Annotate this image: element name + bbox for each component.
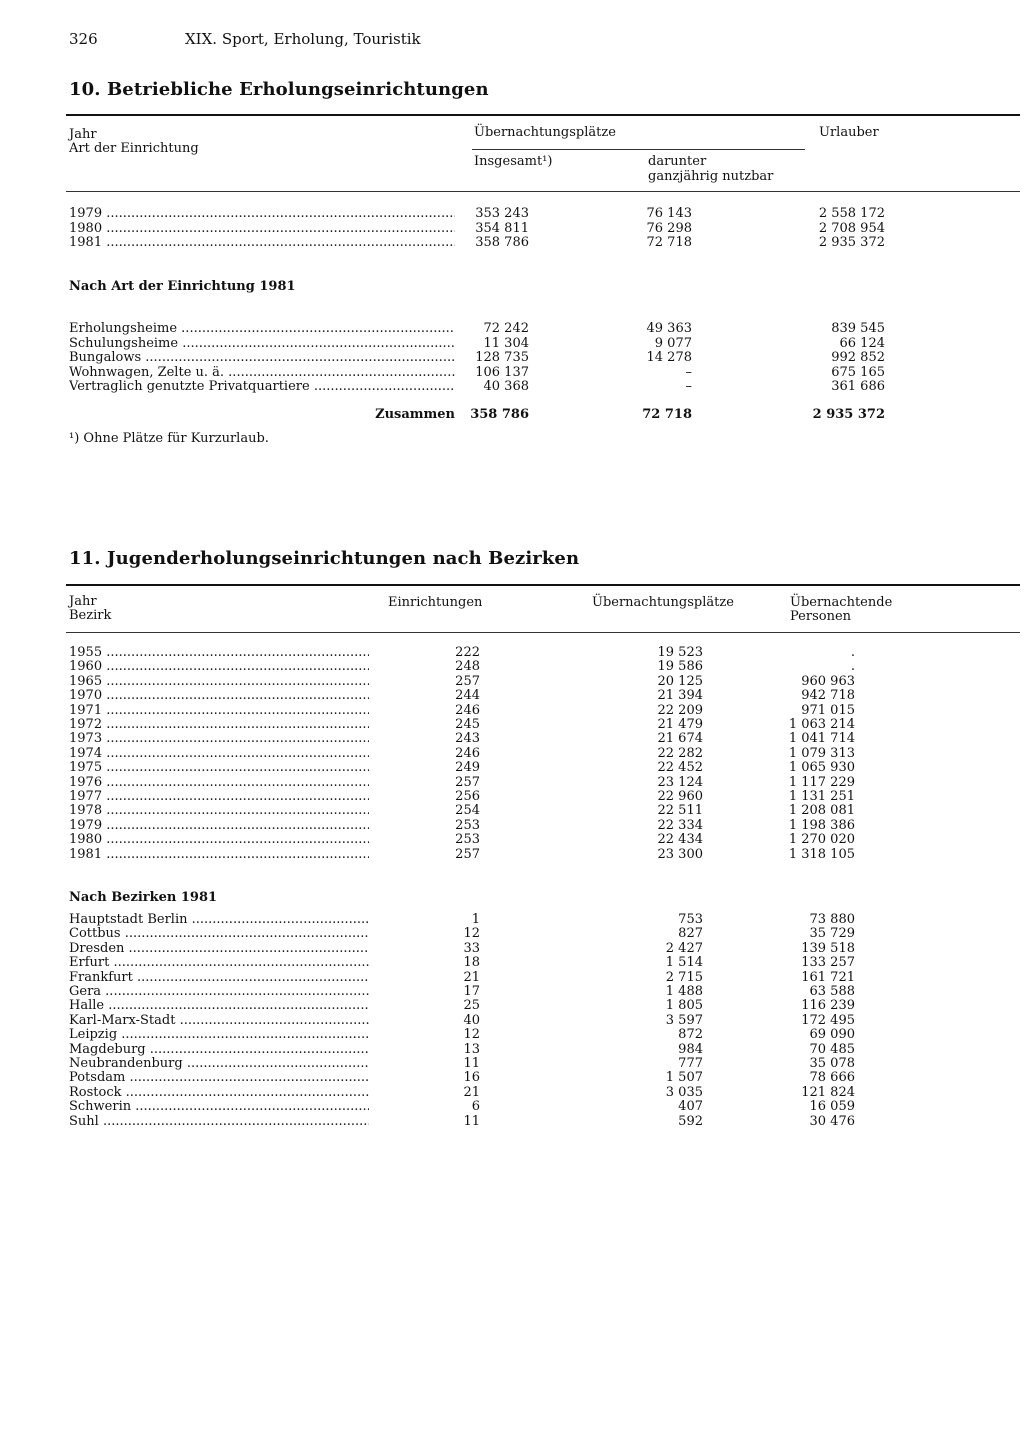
row-label: 1974 .....	[69, 747, 369, 762]
cell-personen: 942 718	[801, 688, 855, 704]
cell-einrichtungen: 246	[455, 702, 480, 718]
cell-plaetze: 872	[678, 1027, 703, 1043]
t10-col-darunter-line1: darunter	[648, 154, 707, 169]
t11-col-personen-line1: Übernachtende	[790, 595, 893, 610]
cell-personen: 1 079 313	[788, 745, 855, 761]
cell-plaetze: 22 209	[657, 702, 703, 718]
cell-ganzjaehrig: 49 363	[646, 321, 692, 336]
row-label: 1979 .....	[69, 819, 369, 834]
cell-plaetze: 23 124	[657, 774, 703, 790]
table-row	[69, 646, 869, 661]
cell-einrichtungen: 21	[463, 1084, 480, 1100]
table-row	[69, 804, 869, 819]
cell-urlauber: 2 558 172	[818, 206, 885, 221]
table-10-top-rule	[66, 114, 1020, 116]
table-row	[69, 747, 869, 762]
t11-header-bottom-rule	[66, 632, 1020, 633]
row-label: Vertraglich genutzte Privatquartiere .....	[69, 380, 455, 395]
table-row	[69, 927, 869, 942]
table-row	[69, 848, 869, 863]
table-row	[69, 1057, 869, 1072]
cell-plaetze: 2 715	[665, 969, 703, 985]
cell-plaetze: 22 434	[657, 832, 703, 848]
t11-col-label-line1: Jahr	[69, 594, 97, 609]
cell-urlauber: 992 852	[831, 350, 885, 365]
cell-plaetze: 22 282	[657, 745, 703, 761]
table-row	[69, 1115, 869, 1130]
cell-ganzjaehrig: 14 278	[646, 350, 692, 365]
cell-einrichtungen: 25	[463, 998, 480, 1014]
cell-einrichtungen: 1	[471, 912, 480, 927]
cell-personen: 139 518	[801, 940, 855, 956]
cell-einrichtungen: 249	[455, 760, 480, 776]
cell-plaetze: 592	[678, 1113, 703, 1129]
row-label: Magdeburg .....	[69, 1043, 369, 1058]
cell-personen: 69 090	[809, 1027, 855, 1043]
cell-einrichtungen: 257	[455, 673, 480, 689]
row-label: 1955 .....	[69, 646, 369, 661]
cell-personen: 35 078	[809, 1056, 855, 1071]
row-label: Hauptstadt Berlin .....	[69, 913, 369, 928]
cell-einrichtungen: 257	[455, 774, 480, 790]
row-label: 1979 .....	[69, 207, 455, 222]
row-label: Halle .....	[69, 999, 369, 1014]
table-11-title: 11. Jugenderholungseinrichtungen nach Bezirken	[69, 548, 580, 569]
row-label: 1972 .....	[69, 718, 369, 733]
cell-einrichtungen: 16	[463, 1070, 480, 1086]
cell-personen: 1 041 714	[788, 731, 855, 747]
cell-plaetze: 22 334	[657, 817, 703, 833]
table-11-top-rule	[66, 584, 1020, 586]
cell-einrichtungen: 246	[455, 745, 480, 761]
row-label: Bungalows .....	[69, 351, 455, 366]
cell-plaetze: 19 586	[657, 659, 703, 675]
cell-personen: 1 131 251	[788, 789, 855, 804]
cell-urlauber: 2 935 372	[812, 407, 885, 422]
cell-personen: 1 318 105	[788, 846, 855, 862]
cell-personen: 161 721	[801, 969, 855, 985]
t11-col-uebernachtungsplaetze: Übernachtungsplätze	[592, 595, 734, 610]
table-row	[69, 704, 869, 719]
table-row	[69, 790, 869, 805]
cell-plaetze: 753	[678, 912, 703, 927]
t10-col-insgesamt: Insgesamt¹)	[474, 154, 553, 169]
cell-personen: 172 495	[801, 1012, 855, 1028]
row-label: 1980 .....	[69, 222, 455, 237]
row-label: Erholungsheime .....	[69, 322, 455, 337]
table-row	[69, 819, 869, 834]
table-row	[69, 985, 869, 1000]
row-label: Schwerin .....	[69, 1100, 369, 1115]
cell-personen: 73 880	[809, 912, 855, 927]
row-label: Frankfurt .....	[69, 971, 369, 986]
cell-einrichtungen: 253	[455, 832, 480, 848]
cell-personen: 35 729	[809, 926, 855, 942]
cell-ganzjaehrig: –	[685, 364, 692, 380]
cell-ganzjaehrig: 72 718	[646, 235, 692, 250]
table-row	[69, 776, 869, 791]
table-row	[69, 675, 869, 690]
t10-header-bottom-rule	[66, 191, 1020, 192]
cell-einrichtungen: 12	[463, 1027, 480, 1043]
t10-header-subrule	[472, 149, 805, 150]
table-row	[69, 1086, 869, 1101]
row-label: Wohnwagen, Zelte u. ä. .....	[69, 366, 455, 381]
cell-insgesamt: 358 786	[475, 235, 529, 250]
table-row	[69, 351, 899, 366]
cell-plaetze: 984	[678, 1041, 703, 1057]
cell-plaetze: 407	[678, 1099, 703, 1115]
cell-einrichtungen: 11	[463, 1113, 480, 1129]
cell-einrichtungen: 17	[463, 984, 480, 999]
cell-einrichtungen: 21	[463, 969, 480, 985]
row-label: Potsdam .....	[69, 1071, 369, 1086]
cell-personen: 63 588	[809, 984, 855, 999]
total-label: Zusammen	[375, 407, 455, 422]
cell-plaetze: 1 514	[665, 955, 703, 971]
t10-subheading: Nach Art der Einrichtung 1981	[69, 279, 296, 294]
running-head: XIX. Sport, Erholung, Touristik	[185, 30, 421, 48]
row-label: Cottbus .....	[69, 927, 369, 942]
cell-einrichtungen: 222	[455, 645, 480, 660]
row-label: 1981 .....	[69, 236, 455, 251]
cell-einrichtungen: 243	[455, 731, 480, 747]
cell-ganzjaehrig: –	[685, 379, 692, 394]
table-row	[69, 942, 869, 957]
cell-einrichtungen: 13	[463, 1041, 480, 1057]
table-row	[69, 337, 899, 352]
row-label: 1971 .....	[69, 704, 369, 719]
cell-einrichtungen: 33	[463, 940, 480, 956]
row-label: 1965 .....	[69, 675, 369, 690]
cell-plaetze: 1 805	[665, 998, 703, 1014]
cell-plaetze: 21 479	[657, 717, 703, 732]
row-label: 1980 .....	[69, 833, 369, 848]
cell-plaetze: 21 394	[657, 688, 703, 704]
cell-personen: 971 015	[801, 702, 855, 718]
cell-plaetze: 827	[678, 926, 703, 942]
table-row	[69, 380, 899, 395]
row-label: 1976 .....	[69, 776, 369, 791]
t10-col-label-line1: Jahr	[69, 127, 97, 142]
cell-ganzjaehrig: 76 298	[646, 220, 692, 236]
cell-einrichtungen: 248	[455, 659, 480, 675]
row-label: 1970 .....	[69, 689, 369, 704]
cell-personen: 30 476	[809, 1113, 855, 1129]
cell-plaetze: 1 507	[665, 1070, 703, 1086]
row-label: 1960 .....	[69, 660, 369, 675]
t10-col-darunter-line2: ganzjährig nutzbar	[648, 169, 774, 184]
cell-einrichtungen: 253	[455, 817, 480, 833]
row-label: 1975 .....	[69, 761, 369, 776]
cell-einrichtungen: 18	[463, 955, 480, 971]
t10-col-uebernachtungsplaetze: Übernachtungsplätze	[474, 125, 616, 140]
table-row	[69, 732, 869, 747]
cell-plaetze: 3 035	[665, 1084, 703, 1100]
cell-personen: .	[850, 659, 855, 675]
table-row	[69, 1100, 869, 1115]
cell-personen: 133 257	[801, 955, 855, 971]
row-label: Schulungsheime .....	[69, 337, 455, 352]
cell-plaetze: 22 960	[657, 789, 703, 804]
row-label: 1977 .....	[69, 790, 369, 805]
cell-urlauber: 2 935 372	[818, 235, 885, 250]
row-label: Rostock .....	[69, 1086, 369, 1101]
row-label: 1981 .....	[69, 848, 369, 863]
table-row	[69, 1028, 869, 1043]
table-row	[69, 1071, 869, 1086]
cell-einrichtungen: 11	[463, 1056, 480, 1071]
cell-einrichtungen: 245	[455, 717, 480, 732]
cell-einrichtungen: 244	[455, 688, 480, 704]
cell-urlauber: 361 686	[831, 379, 885, 394]
table-row	[69, 971, 869, 986]
cell-plaetze: 1 488	[665, 984, 703, 999]
cell-insgesamt: 11 304	[483, 335, 529, 351]
cell-urlauber: 839 545	[831, 321, 885, 336]
table-row	[69, 207, 899, 222]
table-row	[69, 1043, 869, 1058]
cell-einrichtungen: 12	[463, 926, 480, 942]
cell-urlauber: 675 165	[831, 364, 885, 380]
t11-col-label-line2: Bezirk	[69, 608, 112, 623]
t10-footnote: ¹) Ohne Plätze für Kurzurlaub.	[69, 431, 269, 446]
row-label: Karl-Marx-Stadt .....	[69, 1014, 369, 1029]
row-label: Leipzig .....	[69, 1028, 369, 1043]
cell-plaetze: 21 674	[657, 731, 703, 747]
cell-insgesamt: 354 811	[475, 220, 529, 236]
table-row	[69, 366, 899, 381]
t10-col-label-line2: Art der Einrichtung	[69, 141, 199, 156]
cell-einrichtungen: 40	[463, 1012, 480, 1028]
cell-einrichtungen: 6	[471, 1099, 480, 1115]
table-row	[69, 833, 869, 848]
cell-einrichtungen: 254	[455, 803, 480, 819]
table-row	[69, 322, 899, 337]
table-row	[69, 761, 869, 776]
cell-plaetze: 19 523	[657, 645, 703, 660]
row-label: 1973 .....	[69, 732, 369, 747]
cell-personen: 116 239	[801, 998, 855, 1014]
cell-insgesamt: 353 243	[475, 206, 529, 221]
table-row	[69, 660, 869, 675]
cell-personen: 70 485	[809, 1041, 855, 1057]
row-label: Gera .....	[69, 985, 369, 1000]
cell-personen: 1 198 386	[788, 817, 855, 833]
cell-personen: 1 063 214	[788, 717, 855, 732]
cell-ganzjaehrig: 76 143	[646, 206, 692, 221]
cell-personen: 121 824	[801, 1084, 855, 1100]
cell-ganzjaehrig: 9 077	[654, 335, 692, 351]
cell-ganzjaehrig: 72 718	[642, 407, 692, 422]
table-row	[69, 718, 869, 733]
cell-plaetze: 22 511	[657, 803, 703, 819]
cell-plaetze: 2 427	[665, 940, 703, 956]
table-row	[69, 236, 899, 251]
row-label: Suhl .....	[69, 1115, 369, 1130]
cell-insgesamt: 40 368	[483, 379, 529, 394]
row-label: Neubrandenburg .....	[69, 1057, 369, 1072]
page-number: 326	[69, 30, 98, 48]
t11-col-einrichtungen: Einrichtungen	[388, 595, 483, 610]
cell-personen: 78 666	[809, 1070, 855, 1086]
row-label: 1978 .....	[69, 804, 369, 819]
cell-urlauber: 2 708 954	[818, 220, 885, 236]
cell-einrichtungen: 256	[455, 789, 480, 804]
cell-plaetze: 20 125	[657, 673, 703, 689]
cell-personen: 1 065 930	[788, 760, 855, 776]
cell-urlauber: 66 124	[839, 335, 885, 351]
cell-insgesamt: 106 137	[475, 364, 529, 380]
row-label: Dresden .....	[69, 942, 369, 957]
table-row	[69, 222, 899, 237]
cell-personen: 960 963	[801, 673, 855, 689]
table-row	[69, 689, 869, 704]
cell-plaetze: 777	[678, 1056, 703, 1071]
cell-personen: 1 270 020	[788, 832, 855, 848]
t10-col-urlauber: Urlauber	[819, 125, 879, 140]
table-row	[69, 913, 869, 928]
cell-personen: 1 208 081	[788, 803, 855, 819]
cell-insgesamt: 72 242	[483, 321, 529, 336]
cell-insgesamt: 358 786	[470, 407, 529, 422]
cell-plaetze: 23 300	[657, 846, 703, 862]
cell-plaetze: 22 452	[657, 760, 703, 776]
row-label: Erfurt .....	[69, 956, 369, 971]
cell-insgesamt: 128 735	[475, 350, 529, 365]
cell-einrichtungen: 257	[455, 846, 480, 862]
table-total-row	[69, 408, 899, 423]
table-row	[69, 999, 869, 1014]
table-row	[69, 956, 869, 971]
table-row	[69, 1014, 869, 1029]
cell-personen: .	[850, 645, 855, 660]
cell-personen: 1 117 229	[788, 774, 855, 790]
t11-subheading: Nach Bezirken 1981	[69, 890, 218, 905]
table-10-title: 10. Betriebliche Erholungseinrichtungen	[69, 79, 489, 100]
t11-col-personen-line2: Personen	[790, 609, 852, 624]
cell-plaetze: 3 597	[665, 1012, 703, 1028]
cell-personen: 16 059	[809, 1099, 855, 1115]
